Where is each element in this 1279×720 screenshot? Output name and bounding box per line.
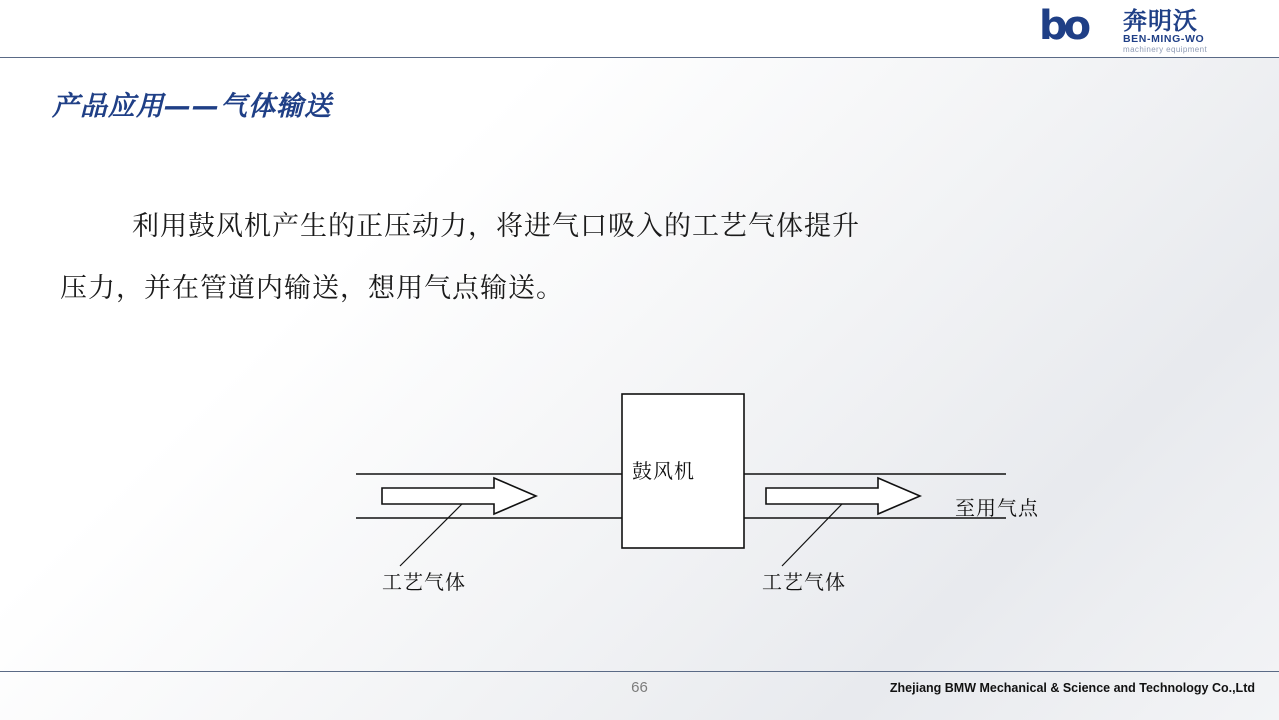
footer-company-name: Zhejiang BMW Mechanical & Science and Technology Co.,Ltd: [889, 681, 1255, 695]
left-gas-label: 工艺气体: [382, 570, 466, 594]
logo-chinese-name: 奔明沃: [1123, 7, 1198, 35]
page-title: 产品应用——气体输送: [52, 91, 332, 122]
destination-label: 至用气点: [955, 496, 1039, 520]
gas-transport-diagram: [330, 370, 1110, 620]
company-logo: [1039, 3, 1261, 54]
logo-mark-icon: bo: [1039, 3, 1088, 49]
blower-label: 鼓风机: [632, 459, 695, 483]
body-paragraph: [60, 196, 1060, 320]
leader-line-left: [400, 504, 462, 566]
logo-english-name: BEN-MING-WO: [1123, 33, 1205, 45]
body-line-1-text: 利用鼓风机产生的正压动力，将进气口吸入的工艺气体提升: [132, 211, 860, 242]
body-line-1: [60, 196, 1060, 258]
footer-divider: [0, 671, 1279, 672]
leader-line-right: [782, 504, 842, 566]
page-number: 66: [631, 679, 648, 696]
flow-arrow-right: [766, 478, 920, 514]
flow-arrow-left: [382, 478, 536, 514]
right-gas-label: 工艺气体: [762, 570, 846, 594]
header-divider: [0, 57, 1279, 58]
body-line-2: 压力，并在管道内输送，想用气点输送。: [60, 273, 564, 304]
logo-tagline: machinery equipment: [1123, 45, 1208, 54]
